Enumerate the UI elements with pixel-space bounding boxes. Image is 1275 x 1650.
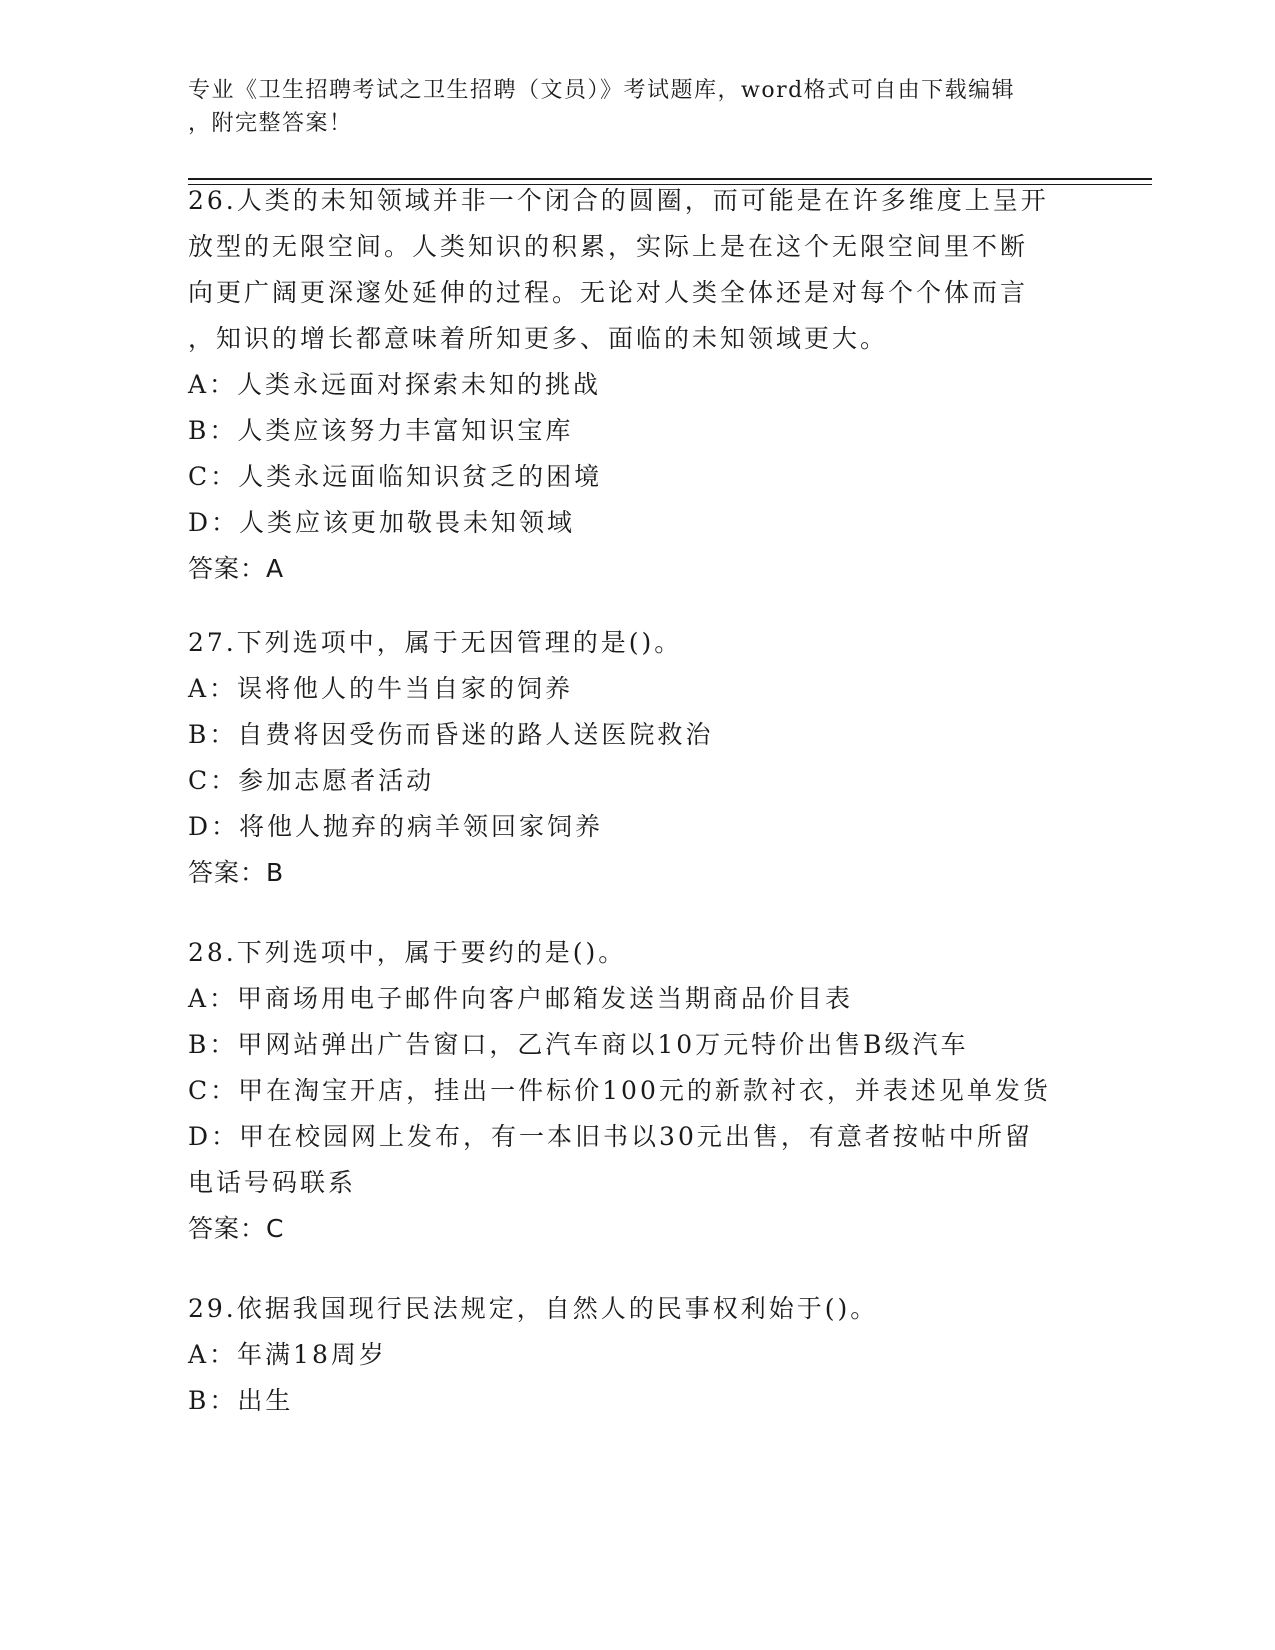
question-stem-line: 27.下列选项中，属于无因管理的是()。 bbox=[188, 628, 683, 657]
answer-line: 答案：A bbox=[188, 554, 285, 583]
question-stem-line: 26.人类的未知领域并非一个闭合的圆圈，而可能是在许多维度上呈开 bbox=[188, 186, 1049, 215]
option-a: A：年满18周岁 bbox=[188, 1340, 387, 1369]
header-line-1: 专业《卫生招聘考试之卫生招聘（文员）》考试题库，word格式可自由下载编辑 bbox=[188, 78, 1016, 103]
document-header bbox=[188, 74, 1068, 140]
option-d: D：甲在校园网上发布，有一本旧书以30元出售，有意者按帖中所留 bbox=[188, 1122, 1033, 1151]
option-d: D：将他人抛弃的病羊领回家饲养 bbox=[188, 812, 604, 841]
option-b: B：自费将因受伤而昏迷的路人送医院救治 bbox=[188, 720, 714, 749]
option-c: C：参加志愿者活动 bbox=[188, 766, 435, 795]
header-line-2: ，附完整答案！ bbox=[188, 111, 353, 136]
option-a: A：人类永远面对探索未知的挑战 bbox=[188, 370, 602, 399]
option-d: D：人类应该更加敬畏未知领域 bbox=[188, 508, 576, 537]
option-b: B：出生 bbox=[188, 1386, 294, 1415]
option-a: A：误将他人的牛当自家的饲养 bbox=[188, 674, 574, 703]
answer-line: 答案：C bbox=[188, 1214, 285, 1243]
option-b: B：甲网站弹出广告窗口，乙汽车商以10万元特价出售B级汽车 bbox=[188, 1030, 969, 1059]
question-27 bbox=[188, 620, 1088, 896]
question-28 bbox=[188, 930, 1088, 1252]
question-stem-line: 放型的无限空间。人类知识的积累，实际上是在这个无限空间里不断 bbox=[188, 232, 1029, 261]
question-stem-line: ，知识的增长都意味着所知更多、面临的未知领域更大。 bbox=[188, 324, 889, 353]
question-stem-line: 向更广阔更深邃处延伸的过程。无论对人类全体还是对每个个体而言 bbox=[188, 278, 1029, 307]
option-c: C：人类永远面临知识贫乏的困境 bbox=[188, 462, 603, 491]
question-stem-line: 28.下列选项中，属于要约的是()。 bbox=[188, 938, 627, 967]
option-a: A：甲商场用电子邮件向客户邮箱发送当期商品价目表 bbox=[188, 984, 854, 1013]
option-c: C：甲在淘宝开店，挂出一件标价100元的新款衬衣，并表述见单发货 bbox=[188, 1076, 1051, 1105]
question-stem-line: 29.依据我国现行民法规定，自然人的民事权利始于()。 bbox=[188, 1294, 879, 1323]
answer-line: 答案：B bbox=[188, 858, 285, 887]
option-b: B：人类应该努力丰富知识宝库 bbox=[188, 416, 574, 445]
option-d-continued: 电话号码联系 bbox=[188, 1168, 357, 1197]
question-29 bbox=[188, 1286, 1088, 1424]
question-26 bbox=[188, 178, 1088, 592]
